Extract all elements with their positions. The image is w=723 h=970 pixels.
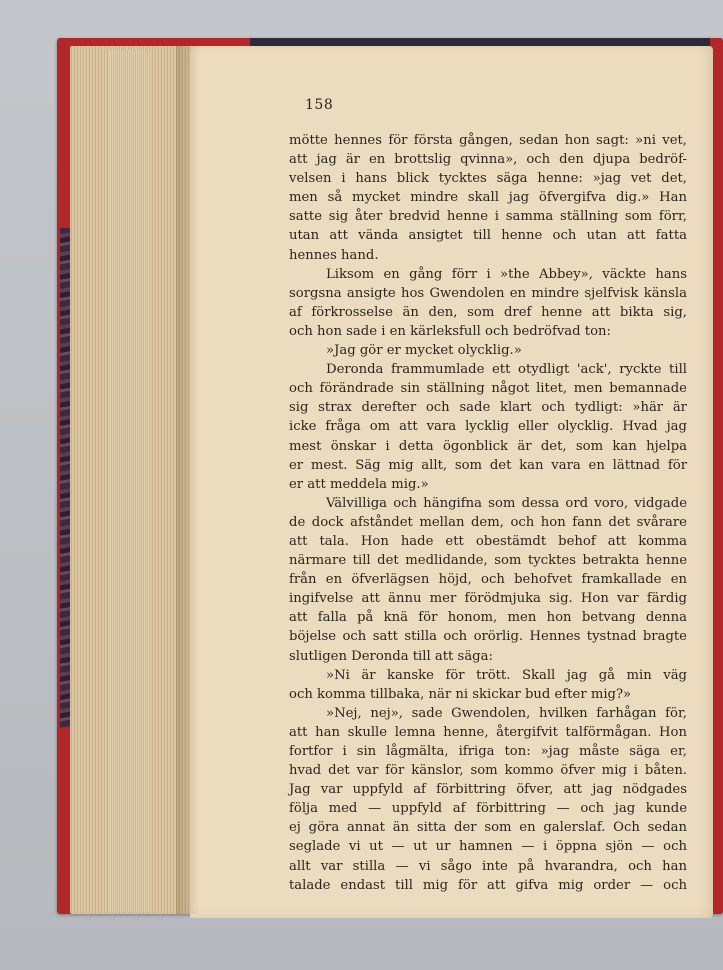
text-line: satte sig åter bredvid henne i samma ställning som förr, [289, 209, 687, 225]
text-line: velsen i hans blick tycktes säga henne: »jag vet det, [289, 171, 687, 187]
text-line: och förändrade sin ställning något litet, men bemannade [289, 381, 687, 397]
text-line: er mest. Säg mig allt, som det kan vara en lättnad för [289, 457, 687, 473]
text-line: slutligen Deronda till att säga: [289, 648, 493, 664]
text-line: sorgsna ansigte hos Gwendolen en mindre sjelfvisk känsla [289, 285, 687, 301]
text-line: mest önskar i detta ögonblick är det, som kan hjelpa [289, 438, 687, 454]
text-line: hvad det var för känslor, som kommo öfver mig i båten. [289, 763, 687, 779]
text-line: ingifvelse att ännu mer förödmjuka sig. Hon var färdig [289, 591, 687, 607]
page-text [289, 131, 687, 895]
text-line: Liksom en gång förr i »the Abbey», väckte hans [326, 266, 687, 282]
text-line: böjelse och satt stilla och orörlig. Hennes tystnad bragte [289, 629, 687, 645]
text-line: »Jag gör er mycket olycklig.» [326, 343, 522, 359]
text-line: från en öfverlägsen höjd, och behofvet framkallade en [289, 572, 687, 588]
text-line: allt var stilla — vi sågo inte på hvarandra, och han [289, 858, 687, 874]
text-line: seglade vi ut — ut ur hamnen — i öppna sjön — och [289, 839, 687, 855]
page-edges-inner [110, 50, 150, 912]
text-line: hennes hand. [289, 247, 379, 263]
text-line: och komma tillbaka, när ni skickar bud efter mig?» [289, 686, 632, 702]
text-line: talade endast till mig för att gifva mig order — och [289, 877, 687, 893]
cover-top-strip [250, 38, 710, 46]
text-line: ej göra annat än sitta der som en galerslaf. Och sedan [289, 820, 687, 836]
text-line: de dock afståndet mellan dem, och hon fann det svårare [289, 514, 687, 530]
text-line: att falla på knä för honom, men hon betvang denna [289, 610, 687, 626]
text-line: Välvilliga och hängifna som dessa ord voro, vidgade [326, 495, 687, 511]
text-line: icke fråga om att vara lycklig eller olycklig. Hvad jag [289, 419, 687, 435]
text-line: af förkrosselse än den, som dref henne att bikta sig, [289, 304, 687, 320]
text-line: sig strax derefter och sade klart och tydligt: »här är [289, 400, 687, 416]
text-line: att han skulle lemna henne, återgifvit talförmågan. Hon [289, 724, 687, 740]
text-line: Deronda frammumlade ett otydligt 'ack', ryckte till [326, 362, 687, 378]
text-line: närmare till det medlidande, som tycktes betrakta henne [289, 553, 687, 569]
text-line: fortfor i sin lågmälta, ifriga ton: »jag måste säga er, [289, 744, 687, 759]
text-line: »Nej, nej», sade Gwendolen, hvilken farhågan för, [326, 705, 687, 721]
text-line: att jag är en brottslig qvinna», och den djupa bedröf- [289, 152, 687, 168]
text-line: och hon sade i en kärleksfull och bedröfvad ton: [289, 323, 611, 339]
text-line: att tala. Hon hade ett obestämdt behof att komma [289, 533, 687, 549]
text-line: utan att vända ansigtet till henne och utan att fatta [289, 228, 687, 244]
text-line: Jag var uppfyld af förbittring öfver, att jag nödgades [289, 782, 687, 798]
text-line: »Ni är kanske för trött. Skall jag gå min väg [326, 667, 687, 683]
text-line: mötte hennes för första gången, sedan hon sagt: »ni vet, [289, 133, 687, 148]
text-line: följa med — uppfyld af förbittring — och jag kunde [289, 801, 687, 817]
gutter-shadow [176, 46, 200, 914]
page-number: 158 [305, 97, 334, 113]
text-line: er att meddela mig.» [289, 476, 429, 492]
text-line: men så mycket mindre skall jag öfvergifva dig.» Han [289, 190, 687, 206]
